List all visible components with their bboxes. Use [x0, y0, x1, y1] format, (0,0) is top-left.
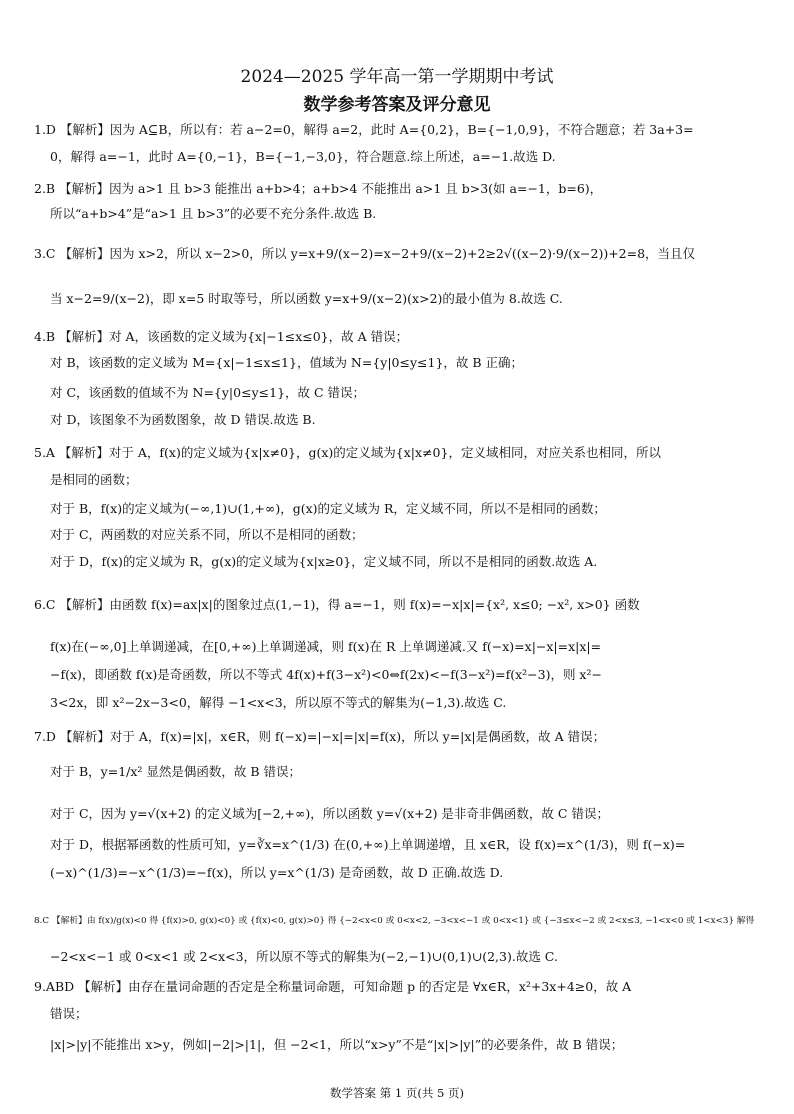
text-line: |x|>|y|不能推出 x>y，例如|−2|>|1|，但 −2<1，所以“x>y”不是“|x|>|y|”的必要条件，故 B 错误；	[50, 1037, 624, 1052]
text-line: 所以“a+b>4”是“a>1 且 b>3”的必要不充分条件.故选 B.	[50, 206, 377, 221]
text-line: 8.C 【解析】由 f(x)/g(x)<0 得 {f(x)>0, g(x)<0} 或 {f(x)<0, g(x)>0} 得 {−2<x<0 或 0<x<2, −3<x<−1 或 0<x<1} 或 {−3≤x<−2 或 2<x≤3, −1<x<0 或 1<x<3} 解得	[34, 916, 755, 926]
exam-title: 2024—2025 学年高一第一学期期中考试	[240, 67, 554, 87]
text-line: 对于 D，f(x)的定义域为 R，g(x)的定义域为{x|x≥0}，定义域不同，所以不是相同的函数.故选 A.	[50, 554, 598, 569]
text-line: −2<x<−1 或 0<x<1 或 2<x<3，所以原不等式的解集为(−2,−1)∪(0,1)∪(2,3).故选 C.	[50, 949, 558, 964]
text-line: 对于 B，f(x)的定义域为(−∞,1)∪(1,+∞)，g(x)的定义域为 R，定义域不同，所以不是相同的函数；	[50, 501, 606, 516]
text-line: 7.D 【解析】对于 A，f(x)=|x|，x∈R，则 f(−x)=|−x|=|x|=f(x)，所以 y=|x|是偶函数，故 A 错误；	[34, 729, 606, 744]
text-line: 对 D，该图象不为函数图象，故 D 错误.故选 B.	[50, 412, 316, 427]
text-line: 3<2x，即 x²−2x−3<0，解得 −1<x<3，所以原不等式的解集为(−1,3).故选 C.	[50, 695, 507, 710]
text-line: 对 B，该函数的定义域为 M={x|−1≤x≤1}，值域为 N={y|0≤y≤1}，故 B 正确；	[50, 355, 524, 370]
text-line: 对于 D，根据幂函数的性质可知，y=∛x=x^(1/3) 在(0,+∞)上单调递增，且 x∈R，设 f(x)=x^(1/3)，则 f(−x)=	[50, 837, 686, 852]
text-line: 对于 B，y=1/x² 显然是偶函数，故 B 错误；	[50, 764, 302, 779]
text-line: 4.B 【解析】对 A，该函数的定义域为{x|−1≤x≤0}，故 A 错误；	[34, 329, 409, 344]
text-line: 当 x−2=9/(x−2)，即 x=5 时取等号，所以函数 y=x+9/(x−2)(x>2)的最小值为 8.故选 C.	[50, 291, 563, 306]
text-line: 0，解得 a=−1，此时 A={0,−1}，B={−1,−3,0}，符合题意.综上所述，a=−1.故选 D.	[50, 149, 556, 164]
answer-key-subtitle: 数学参考答案及评分意见	[303, 95, 491, 115]
page-footer: 数学答案 第 1 页(共 5 页)	[330, 1086, 464, 1100]
text-line: (−x)^(1/3)=−x^(1/3)=−f(x)，所以 y=x^(1/3) 是奇函数，故 D 正确.故选 D.	[50, 865, 504, 880]
text-line: 是相同的函数；	[50, 472, 138, 487]
text-line: 错误；	[50, 1006, 88, 1021]
text-line: 5.A 【解析】对于 A，f(x)的定义域为{x|x≠0}，g(x)的定义域为{x|x≠0}，定义域相同，对应关系也相同，所以	[34, 445, 661, 460]
text-line: 6.C 【解析】由函数 f(x)=ax|x|的图象过点(1,−1)，得 a=−1，则 f(x)=−x|x|={x², x≤0; −x², x>0} 函数	[34, 597, 640, 612]
text-line: f(x)在(−∞,0]上单调递减，在[0,+∞)上单调递减，则 f(x)在 R 上单调递减.又 f(−x)=x|−x|=x|x|=	[50, 639, 602, 654]
text-line: 对于 C，两函数的对应关系不同，所以不是相同的函数；	[50, 527, 364, 542]
text-line: 对于 C，因为 y=√(x+2) 的定义域为[−2,+∞)，所以函数 y=√(x+2) 是非奇非偶函数，故 C 错误；	[50, 806, 609, 821]
text-line: 对 C，该函数的值域不为 N={y|0≤y≤1}，故 C 错误；	[50, 385, 366, 400]
text-line: 2.B 【解析】因为 a>1 且 b>3 能推出 a+b>4；a+b>4 不能推出 a>1 且 b>3(如 a=−1，b=6)，	[34, 181, 603, 196]
text-line: −f(x)，即函数 f(x)是奇函数，所以不等式 4f(x)+f(3−x²)<0⇔f(2x)<−f(3−x²)=f(x²−3)，则 x²−	[50, 667, 602, 682]
text-line: 1.D 【解析】因为 A⊆B，所以有：若 a−2=0，解得 a=2，此时 A={0,2}，B={−1,0,9}，不符合题意；若 3a+3=	[34, 122, 694, 137]
text-line: 3.C 【解析】因为 x>2，所以 x−2>0，所以 y=x+9/(x−2)=x−2+9/(x−2)+2≥2√((x−2)·9/(x−2))+2=8，当且仅	[34, 246, 696, 261]
text-line: 9.ABD 【解析】由存在量词命题的否定是全称量词命题，可知命题 p 的否定是 ∀x∈R，x²+3x+4≥0，故 A	[34, 979, 632, 994]
